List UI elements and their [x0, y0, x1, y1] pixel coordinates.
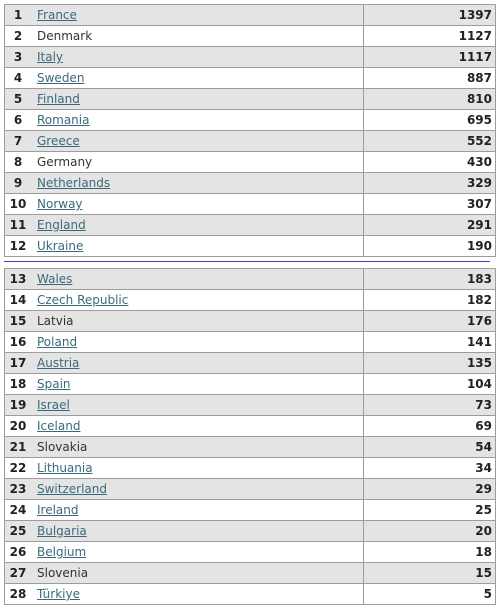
country-link[interactable]: Austria — [37, 356, 80, 370]
country-cell — [31, 500, 364, 521]
country-cell — [31, 68, 364, 89]
country-cell — [31, 437, 364, 458]
group-separator-line — [4, 261, 490, 262]
value-cell: 329 — [364, 173, 496, 194]
country-cell — [31, 416, 364, 437]
country-link[interactable]: Czech Republic — [37, 293, 129, 307]
value-cell: 1127 — [364, 26, 496, 47]
table-row — [5, 416, 496, 437]
table-row — [5, 458, 496, 479]
rank-cell: 3 — [5, 47, 32, 68]
country-name: Slovenia — [37, 566, 89, 580]
country-link[interactable]: Belgium — [37, 545, 87, 559]
table-row — [5, 236, 496, 257]
country-cell — [31, 395, 364, 416]
value-cell: 34 — [364, 458, 496, 479]
rank-cell: 14 — [5, 290, 32, 311]
rank-cell: 7 — [5, 131, 32, 152]
rank-cell: 2 — [5, 26, 32, 47]
table-row — [5, 332, 496, 353]
table-row — [5, 311, 496, 332]
country-link[interactable]: Ireland — [37, 503, 79, 517]
rank-cell: 27 — [5, 563, 32, 584]
value-cell: 183 — [364, 269, 496, 290]
country-link[interactable]: Italy — [37, 50, 64, 64]
rank-cell: 13 — [5, 269, 32, 290]
rank-cell: 16 — [5, 332, 32, 353]
table-row — [5, 563, 496, 584]
value-cell: 887 — [364, 68, 496, 89]
country-link[interactable]: England — [37, 218, 86, 232]
country-cell — [31, 311, 364, 332]
rank-cell: 24 — [5, 500, 32, 521]
table-row — [5, 479, 496, 500]
rank-cell: 8 — [5, 152, 32, 173]
rank-cell: 18 — [5, 374, 32, 395]
country-cell — [31, 194, 364, 215]
rank-cell: 22 — [5, 458, 32, 479]
country-cell — [31, 374, 364, 395]
value-cell: 20 — [364, 521, 496, 542]
country-name: Denmark — [37, 29, 93, 43]
country-link[interactable]: Finland — [37, 92, 80, 106]
country-cell — [31, 521, 364, 542]
rank-cell: 6 — [5, 110, 32, 131]
country-cell — [31, 26, 364, 47]
table-row — [5, 521, 496, 542]
value-cell: 552 — [364, 131, 496, 152]
table-row — [5, 110, 496, 131]
rank-cell: 4 — [5, 68, 32, 89]
country-link[interactable]: Netherlands — [37, 176, 111, 190]
country-link[interactable]: Lithuania — [37, 461, 93, 475]
ranking-table-bottom-body — [5, 269, 496, 605]
value-cell: 18 — [364, 542, 496, 563]
country-link[interactable]: Greece — [37, 134, 80, 148]
country-link[interactable]: Romania — [37, 113, 90, 127]
value-cell: 307 — [364, 194, 496, 215]
country-link[interactable]: Ukraine — [37, 239, 84, 253]
rank-cell: 10 — [5, 194, 32, 215]
country-cell — [31, 458, 364, 479]
value-cell: 291 — [364, 215, 496, 236]
country-link[interactable]: Switzerland — [37, 482, 107, 496]
table-row — [5, 215, 496, 236]
table-row — [5, 290, 496, 311]
country-cell — [31, 269, 364, 290]
value-cell: 135 — [364, 353, 496, 374]
country-cell — [31, 290, 364, 311]
value-cell: 190 — [364, 236, 496, 257]
country-cell — [31, 236, 364, 257]
rank-cell: 25 — [5, 521, 32, 542]
country-cell — [31, 479, 364, 500]
rank-cell: 23 — [5, 479, 32, 500]
value-cell: 176 — [364, 311, 496, 332]
table-row — [5, 5, 496, 26]
rank-cell: 20 — [5, 416, 32, 437]
country-link[interactable]: Norway — [37, 197, 83, 211]
value-cell: 1397 — [364, 5, 496, 26]
country-link[interactable]: Iceland — [37, 419, 81, 433]
ranking-table-bottom — [4, 268, 496, 605]
country-name: Latvia — [37, 314, 74, 328]
table-row — [5, 374, 496, 395]
value-cell: 5 — [364, 584, 496, 605]
rank-cell: 17 — [5, 353, 32, 374]
table-row — [5, 68, 496, 89]
country-cell — [31, 5, 364, 26]
country-cell — [31, 173, 364, 194]
country-link[interactable]: Sweden — [37, 71, 85, 85]
table-row — [5, 131, 496, 152]
ranking-table-top-body — [5, 5, 496, 257]
country-cell — [31, 332, 364, 353]
value-cell: 73 — [364, 395, 496, 416]
country-link[interactable]: France — [37, 8, 77, 22]
value-cell: 25 — [364, 500, 496, 521]
rank-cell: 21 — [5, 437, 32, 458]
country-link[interactable]: Türkiye — [37, 587, 80, 601]
rank-cell: 15 — [5, 311, 32, 332]
table-row — [5, 437, 496, 458]
country-cell — [31, 89, 364, 110]
country-name: Germany — [37, 155, 93, 169]
rank-cell: 26 — [5, 542, 32, 563]
country-cell — [31, 152, 364, 173]
rank-cell: 9 — [5, 173, 32, 194]
country-link[interactable]: Wales — [37, 272, 73, 286]
table-row — [5, 173, 496, 194]
country-link[interactable]: Spain — [37, 377, 71, 391]
table-row — [5, 89, 496, 110]
country-cell — [31, 215, 364, 236]
country-cell — [31, 584, 364, 605]
country-cell — [31, 353, 364, 374]
table-row — [5, 47, 496, 68]
country-cell — [31, 563, 364, 584]
value-cell: 141 — [364, 332, 496, 353]
table-row — [5, 542, 496, 563]
value-cell: 104 — [364, 374, 496, 395]
table-row — [5, 194, 496, 215]
country-name: Slovakia — [37, 440, 88, 454]
country-cell — [31, 542, 364, 563]
rank-cell: 5 — [5, 89, 32, 110]
table-row — [5, 500, 496, 521]
value-cell: 430 — [364, 152, 496, 173]
country-link[interactable]: Bulgaria — [37, 524, 87, 538]
rank-cell: 19 — [5, 395, 32, 416]
table-row — [5, 584, 496, 605]
ranking-table-top — [4, 4, 496, 257]
table-row — [5, 353, 496, 374]
country-link[interactable]: Poland — [37, 335, 78, 349]
rank-cell: 11 — [5, 215, 32, 236]
value-cell: 810 — [364, 89, 496, 110]
rank-cell: 28 — [5, 584, 32, 605]
rank-cell: 1 — [5, 5, 32, 26]
table-row — [5, 395, 496, 416]
value-cell: 54 — [364, 437, 496, 458]
country-cell — [31, 47, 364, 68]
value-cell: 1117 — [364, 47, 496, 68]
value-cell: 15 — [364, 563, 496, 584]
value-cell: 182 — [364, 290, 496, 311]
value-cell: 69 — [364, 416, 496, 437]
table-row — [5, 152, 496, 173]
value-cell: 29 — [364, 479, 496, 500]
table-row — [5, 26, 496, 47]
country-cell — [31, 131, 364, 152]
country-cell — [31, 110, 364, 131]
value-cell: 695 — [364, 110, 496, 131]
rank-cell: 12 — [5, 236, 32, 257]
table-row — [5, 269, 496, 290]
country-link[interactable]: Israel — [37, 398, 70, 412]
